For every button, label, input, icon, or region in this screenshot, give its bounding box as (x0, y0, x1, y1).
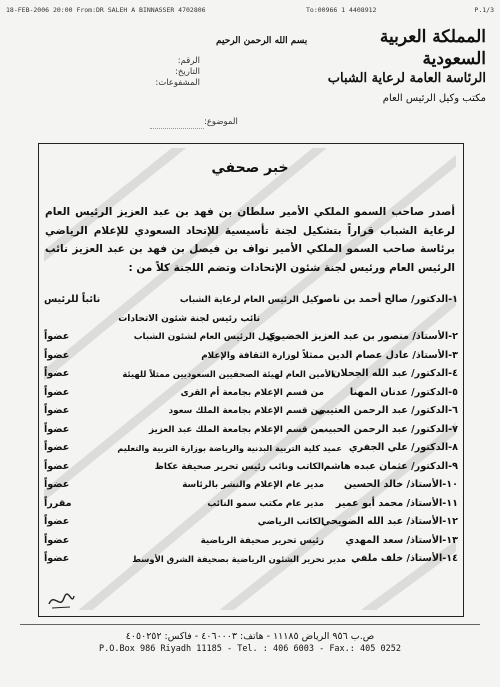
member-role: عضواً (44, 534, 70, 546)
member-name: ١-الدكتور/ صالح أحمد بن ناصر (317, 294, 458, 305)
member-position: من قسم الإعلام بجامعة أم القرى (180, 387, 324, 398)
member-position: من قسم الإعلام بجامعة الملك عبد العزيز (149, 424, 324, 435)
member-role: عضواً (44, 460, 70, 472)
member-position: الأمين العام لهيئة الصحفيين السعوديين ممثلاً للهيئة (122, 369, 334, 379)
member-name: ٤-الدكتور/ عبد الله الجحلان (332, 368, 458, 379)
member-position: الكاتب ونائب رئيس تحرير صحيفة عكاظ (154, 461, 324, 472)
member-role: عضواً (44, 423, 70, 435)
date-label: التاريخ: (175, 67, 200, 77)
member-role: عضواً (44, 442, 70, 453)
handwritten-signature (46, 588, 76, 612)
member-row-continuation (40, 310, 458, 329)
member-position: الكاتب الرياضي (257, 517, 324, 527)
basmala: بسم الله الرحمن الرحيم (216, 36, 308, 46)
subject-label: الموضوع: (204, 117, 238, 127)
letterhead-authority: الرئاسة العامة لرعاية الشباب (327, 71, 486, 86)
member-row (40, 495, 458, 514)
letterhead-country: المملكة العربية السعودية (379, 27, 486, 69)
member-position: مدير تحرير الشئون الرياضية بصحيفة الشرق الأوسط (132, 554, 346, 564)
member-name: ٧-الدكتور/ عبد الرحمن الحبيب (318, 423, 458, 435)
subject-dotted-line (150, 128, 204, 129)
member-role: عضواً (44, 386, 70, 398)
member-row (40, 532, 458, 551)
member-position: مدير عام مكتب سمو النائب (207, 498, 324, 509)
member-position: رئيس تحرير صحيفة الرياضية (200, 535, 324, 546)
member-role: عضواً (44, 331, 70, 342)
fax-header-recipient: To:00966 1 4408912 (306, 6, 377, 14)
member-name: ١١-الأستاذ/ محمد أبو عمير (335, 497, 458, 509)
member-row (40, 550, 458, 569)
member-position: وكيل الرئيس العام لرعاية الشباب (179, 295, 324, 305)
member-role: عضواً (44, 516, 70, 527)
member-name: ٨-الدكتور/ علي الجفري (348, 442, 458, 453)
member-row (40, 365, 458, 384)
member-position: مدير عام الإعلام والنشر بالرئاسة (182, 480, 324, 490)
letterhead-office: مكتب وكيل الرئيس العام (382, 93, 486, 104)
attachments-label: المشفوعات: (155, 78, 200, 88)
member-row (40, 384, 458, 403)
committee-members-list (40, 291, 458, 569)
member-row (40, 347, 458, 366)
member-name: ١٢-الأستاذ/ عبد الله الضويحي (321, 516, 458, 527)
fax-header-page: P.1/3 (474, 6, 494, 14)
fax-header-sender: 18-FEB-2006 20:00 From:DR SALEH A BINNASSER 4702806 (6, 6, 206, 14)
member-name: ٩-الدكتور/ عثمان عبده هاشم (323, 460, 458, 472)
member-name: ٣-الأستاذ/ عادل عصام الدين (327, 349, 458, 361)
member-role: عضواً (44, 368, 70, 379)
member-name: ١٤-الأستاذ/ خلف ملفي (351, 553, 458, 564)
footer-english-address: P.O.Box 986 Riyadh 11185 - Tel. : 406 6003 - Fax.: 405 0252 (99, 644, 401, 654)
member-role: عضواً (44, 479, 70, 490)
intro-paragraph: أصدر صاحب السمو الملكي الأمير سلطان بن فهد بن عبد العزيز الرئيس العام لرعاية الشباب قراراً بتشكيل لجنة تأسيسية للإتحاد السعودي للإعلام الرياضي برئاسة صاحب السمو الملكي الأمير نواف بن فيصل بن فهد بن عبد العزيز نائب الرئيس العام ورئيس لجنة شئون الإتحادات وتضم اللجنة كلاً من : (45, 206, 455, 274)
number-label: الرقم: (177, 56, 200, 66)
member-position: من قسم الإعلام بجامعة الملك سعود (168, 406, 324, 416)
document-title: خبر صحفي (211, 160, 289, 176)
reference-fields (70, 56, 200, 89)
member-name: ٢-الأستاذ/ منصور بن عبد العزيز الخضيري (266, 331, 458, 342)
member-position: وكيل الرئيس العام لشئون الشباب (133, 332, 280, 342)
member-position-continuation: نائب رئيس لجنة شئون الاتحادات (118, 313, 260, 324)
member-role: عضواً (44, 553, 70, 564)
member-role: عضواً (44, 405, 70, 416)
member-name: ١٣-الأستاذ/ سعد المهدي (345, 534, 458, 546)
member-position: ممثلاً لوزارة الثقافة والإعلام (201, 350, 324, 361)
member-row (40, 513, 458, 532)
member-role: مقرراً (44, 497, 72, 509)
member-row (40, 291, 458, 310)
member-position: عميد كلية التربية البدنية والرياضة بوزارة التربية والتعليم (117, 443, 342, 453)
member-name: ٥-الدكتور/ عدنان المهنا (349, 386, 458, 398)
letterhead (316, 26, 486, 107)
member-row (40, 402, 458, 421)
member-row (40, 476, 458, 495)
member-name: ١٠-الأستاذ/ خالد الحسين (344, 479, 458, 490)
member-row (40, 458, 458, 477)
footer-arabic-address: ص.ب ٩٥٦ الرياض ١١١٨٥ - هاتف: ٤٠٦٠٠٠٣ - فاكس: ٤٠٥٠٢٥٢ (125, 631, 375, 642)
member-name: ٦-الدكتور/ عبد الرحمن العتيبي (316, 405, 458, 416)
footer-divider (20, 624, 480, 625)
member-row (40, 328, 458, 347)
member-role: عضواً (44, 349, 70, 361)
footer-contact (0, 631, 500, 654)
member-row (40, 439, 458, 458)
member-role: نائباً للرئيس (44, 294, 101, 305)
member-row (40, 421, 458, 440)
